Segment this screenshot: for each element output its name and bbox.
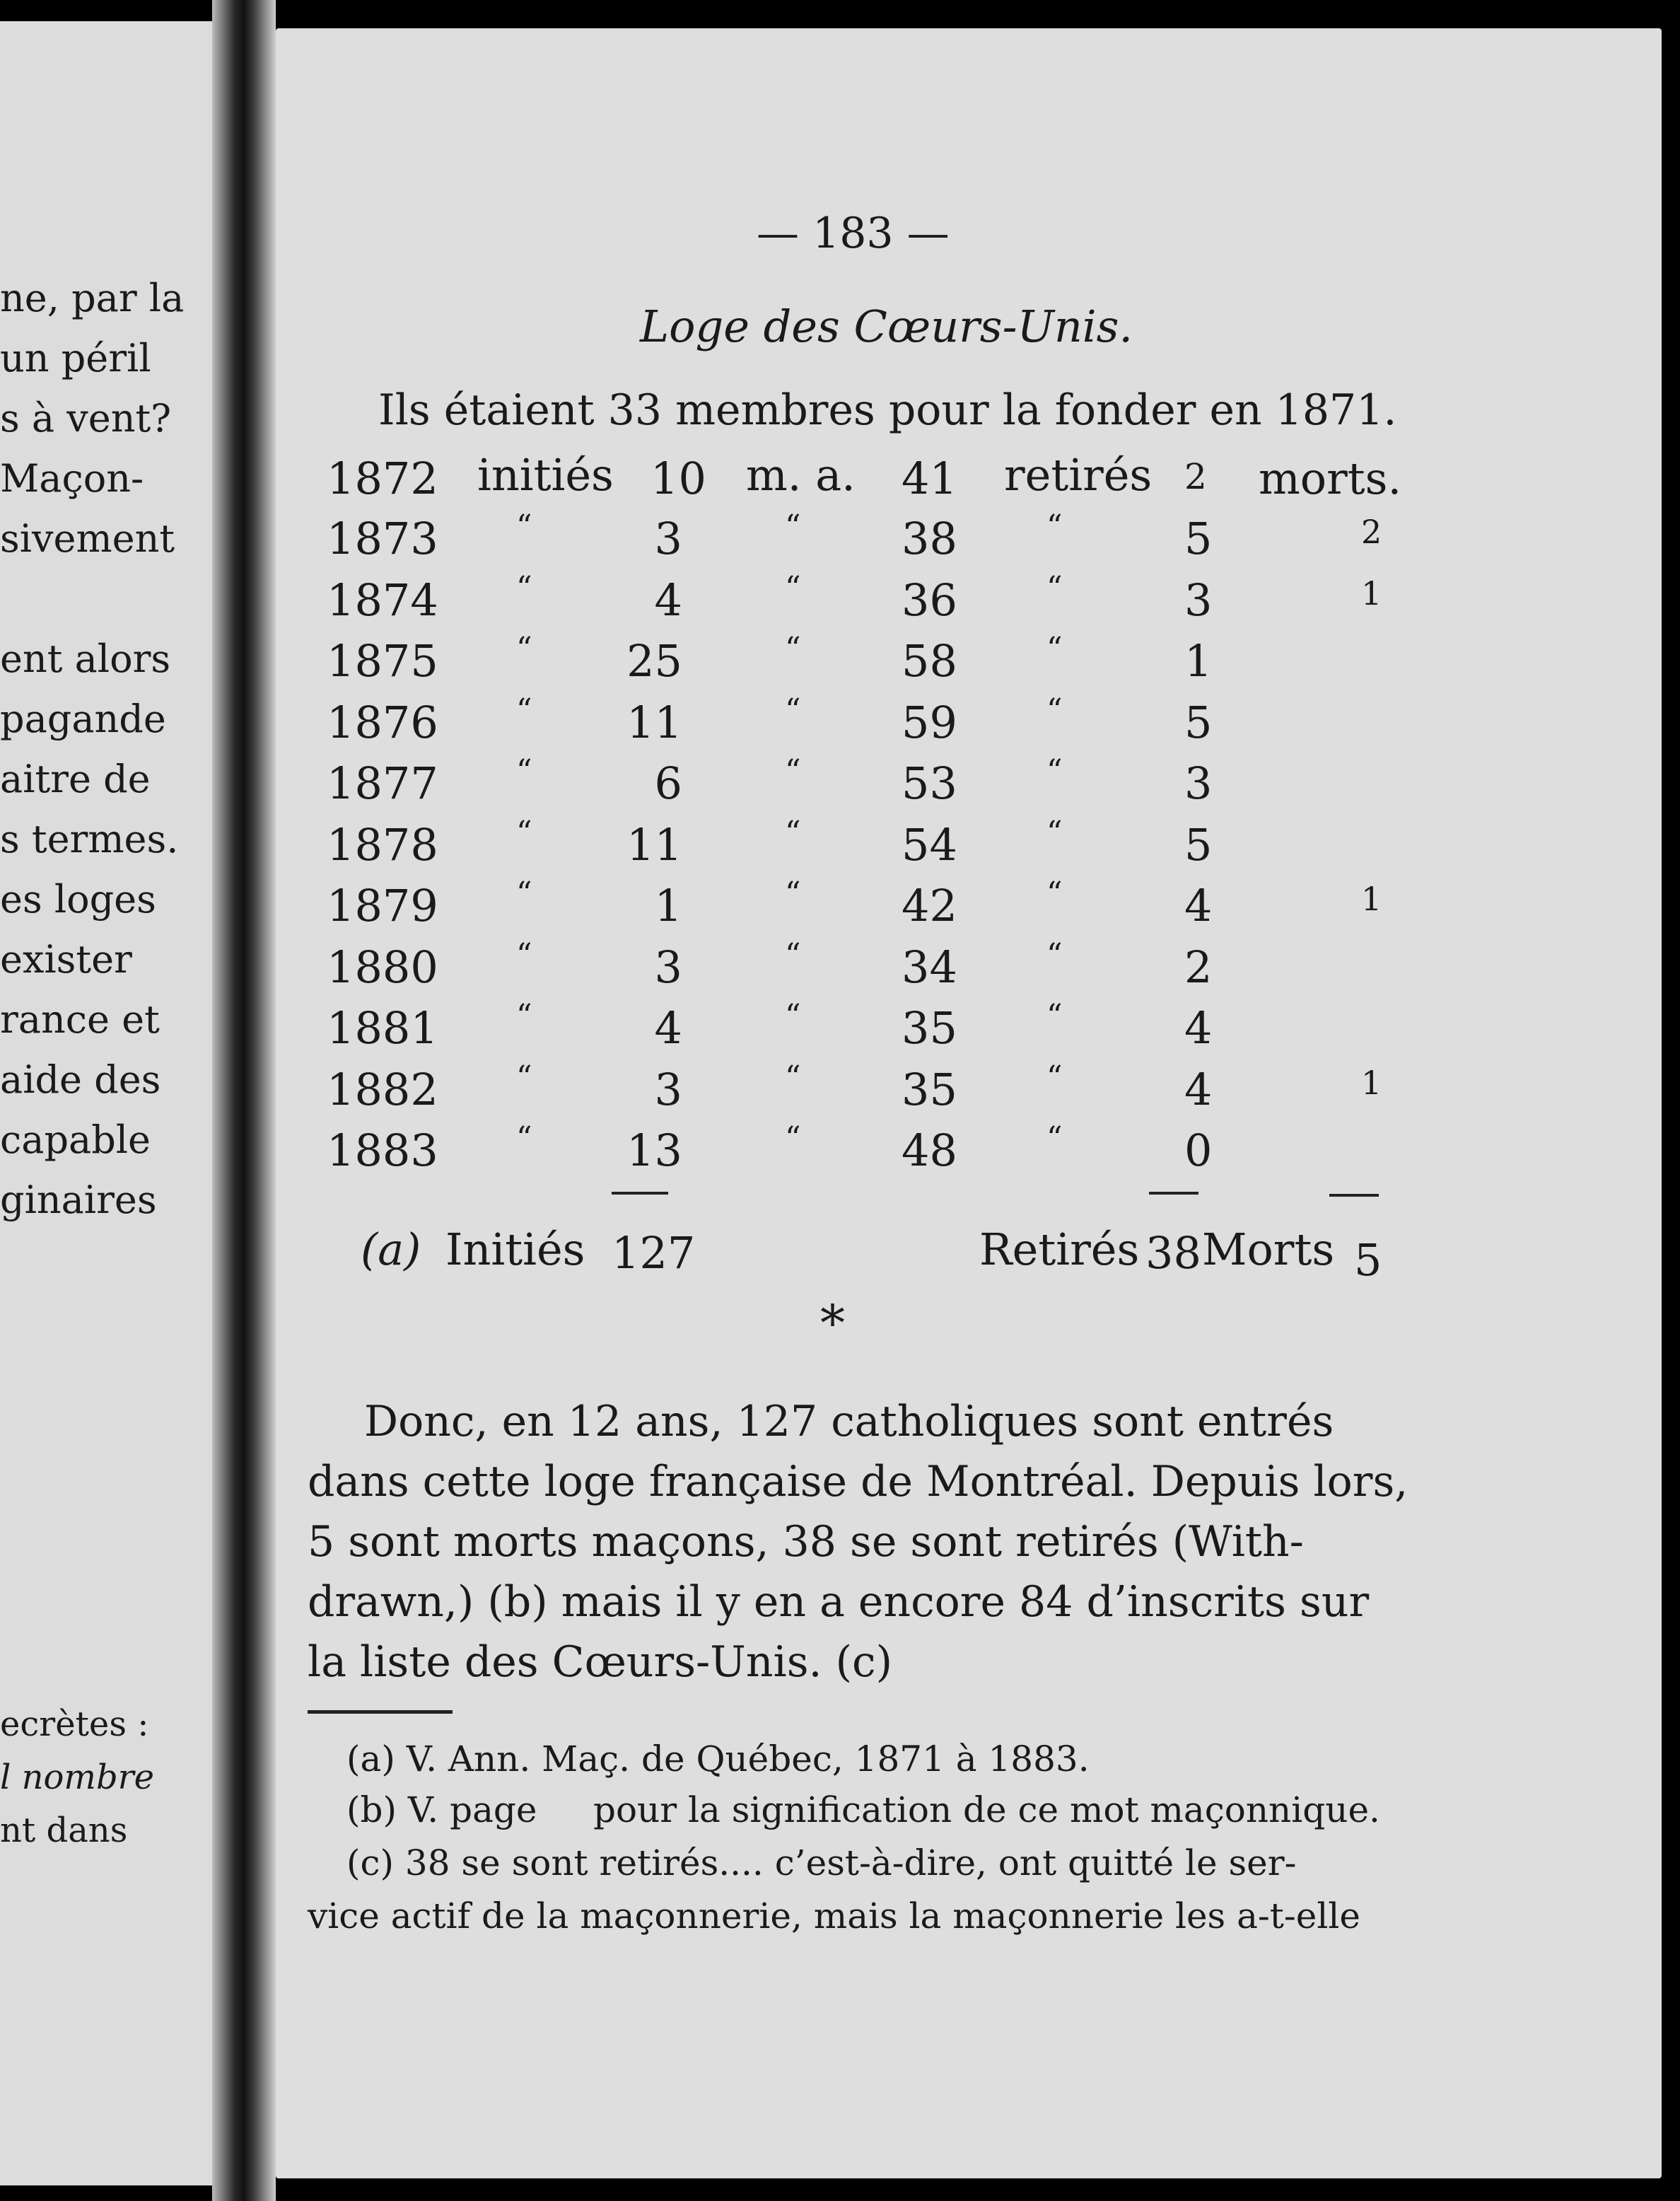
initiated-cell: 1 bbox=[654, 880, 682, 931]
paragraph-line: 5 sont morts maçons, 38 se sont retirés (With- bbox=[308, 1517, 1304, 1567]
ditto-mark: “ bbox=[516, 814, 532, 851]
initiated-cell: 4 bbox=[654, 1002, 682, 1054]
retired-total: 38 bbox=[1145, 1227, 1201, 1279]
left-page-line: s à vent? bbox=[0, 396, 172, 441]
ma-cell: 42 bbox=[902, 880, 957, 931]
ma-cell: 59 bbox=[902, 696, 957, 748]
section-title: Loge des Cœurs-Unis. bbox=[640, 301, 1133, 352]
deaths-cell: 1 bbox=[1361, 880, 1382, 918]
retired-cell: 1 bbox=[1184, 635, 1213, 687]
ditto-mark: “ bbox=[785, 998, 801, 1034]
ditto-mark: “ bbox=[785, 1120, 801, 1156]
initiated-cell: 6 bbox=[654, 757, 682, 809]
retired-cell: 0 bbox=[1184, 1125, 1213, 1176]
ma-cell: 36 bbox=[902, 574, 957, 626]
ditto-mark: “ bbox=[516, 569, 532, 606]
ma-cell: 35 bbox=[902, 1063, 957, 1115]
retired-total-label: Retirés bbox=[979, 1224, 1140, 1275]
right-page bbox=[276, 28, 1662, 2178]
initiated-cell: 13 bbox=[626, 1125, 682, 1176]
total-rule bbox=[612, 1192, 668, 1195]
left-page-footnote-line: l nombre bbox=[0, 1758, 155, 1797]
ditto-mark: “ bbox=[785, 569, 801, 606]
retired-label: retirés bbox=[1004, 449, 1153, 501]
ma-cell: 54 bbox=[902, 818, 957, 871]
ditto-mark: “ bbox=[1046, 692, 1063, 728]
ditto-mark: “ bbox=[1046, 936, 1063, 973]
ma-cell: 58 bbox=[902, 635, 957, 687]
ditto-mark: “ bbox=[516, 509, 532, 545]
initiated-cell: 3 bbox=[654, 1063, 682, 1115]
ma-label: m. a. bbox=[746, 449, 856, 501]
ditto-mark: “ bbox=[1046, 876, 1063, 912]
initiated-cell: 4 bbox=[654, 574, 682, 626]
ditto-mark: “ bbox=[516, 692, 532, 728]
initiated-cell: 25 bbox=[626, 635, 682, 687]
ditto-mark: “ bbox=[785, 936, 801, 973]
left-page-line: ent alors bbox=[0, 637, 171, 681]
ditto-mark: “ bbox=[785, 1059, 801, 1096]
footnote-line: (b) V. page pour la signification de ce mot maçonnique. bbox=[346, 1789, 1380, 1830]
initiated-cell: 11 bbox=[626, 818, 682, 871]
left-page-line: aide des bbox=[0, 1057, 161, 1102]
ditto-mark: “ bbox=[516, 998, 532, 1034]
year-cell: 1880 bbox=[327, 941, 438, 993]
year-cell: 1875 bbox=[327, 635, 438, 687]
total-rule bbox=[1329, 1194, 1379, 1197]
ditto-mark: “ bbox=[1046, 569, 1063, 606]
left-page-line: exister bbox=[0, 937, 132, 982]
ditto-mark: “ bbox=[785, 509, 801, 545]
initiated-cell: 10 bbox=[651, 453, 706, 504]
left-page-line: s termes. bbox=[0, 817, 179, 861]
initiated-label: initiés bbox=[477, 449, 614, 501]
initiated-cell: 11 bbox=[626, 696, 682, 748]
ditto-mark: “ bbox=[1046, 1120, 1063, 1156]
ma-cell: 53 bbox=[902, 757, 957, 809]
ditto-mark: “ bbox=[516, 876, 532, 912]
retired-cell: 3 bbox=[1184, 757, 1213, 809]
paragraph-line: drawn,) (b) mais il y en a encore 84 d’inscrits sur bbox=[308, 1577, 1370, 1627]
left-page-line: capable bbox=[0, 1117, 151, 1162]
ditto-mark: “ bbox=[1046, 814, 1063, 851]
ditto-mark: “ bbox=[785, 631, 801, 667]
ditto-mark: “ bbox=[785, 692, 801, 728]
retired-cell: 4 bbox=[1184, 880, 1213, 931]
initiated-total-label: Initiés bbox=[445, 1224, 585, 1275]
ditto-mark: “ bbox=[785, 814, 801, 851]
year-cell: 1881 bbox=[327, 1002, 438, 1054]
total-rule bbox=[1149, 1192, 1198, 1195]
paragraph-line: la liste des Cœurs-Unis. (c) bbox=[308, 1637, 893, 1687]
left-page-line: aitre de bbox=[0, 757, 151, 801]
footnote-line: vice actif de la maçonnerie, mais la maçonnerie les a-t-elle bbox=[308, 1895, 1360, 1936]
paragraph-line: dans cette loge française de Montréal. Depuis lors, bbox=[308, 1457, 1408, 1506]
year-cell: 1883 bbox=[327, 1125, 438, 1176]
left-page-line: rance et bbox=[0, 997, 160, 1042]
footnote-line: (c) 38 se sont retirés.... c’est-à-dire, ont quitté le ser- bbox=[346, 1842, 1297, 1883]
footnote-rule bbox=[308, 1710, 453, 1714]
retired-cell: 2 bbox=[1184, 456, 1207, 497]
left-page-line: es loges bbox=[0, 877, 156, 922]
retired-cell: 5 bbox=[1184, 818, 1213, 871]
book-spine bbox=[212, 0, 276, 2201]
ditto-mark: “ bbox=[1046, 1059, 1063, 1096]
footnote-line: (a) V. Ann. Maç. de Québec, 1871 à 1883. bbox=[346, 1738, 1090, 1779]
ma-cell: 35 bbox=[902, 1002, 957, 1054]
ma-cell: 48 bbox=[902, 1125, 957, 1176]
page-number: — 183 — bbox=[757, 209, 950, 258]
deaths-cell: 2 bbox=[1361, 513, 1382, 551]
note-marker: (a) bbox=[361, 1224, 421, 1275]
ditto-mark: “ bbox=[516, 1120, 532, 1156]
ma-cell: 34 bbox=[902, 941, 957, 993]
left-page-footnote-line: nt dans bbox=[0, 1811, 128, 1850]
deaths-total: 5 bbox=[1354, 1234, 1382, 1286]
deaths-label: morts. bbox=[1259, 453, 1402, 504]
retired-cell: 4 bbox=[1184, 1063, 1213, 1115]
ditto-mark: “ bbox=[1046, 631, 1063, 667]
ditto-mark: “ bbox=[1046, 998, 1063, 1034]
ditto-mark: “ bbox=[1046, 509, 1063, 545]
year-cell: 1874 bbox=[327, 574, 438, 626]
year-cell: 1876 bbox=[327, 696, 438, 748]
retired-cell: 5 bbox=[1184, 696, 1213, 748]
paragraph-line: Donc, en 12 ans, 127 catholiques sont entrés bbox=[364, 1397, 1334, 1446]
deaths-total-label: Morts bbox=[1202, 1224, 1335, 1275]
year-cell: 1872 bbox=[327, 453, 438, 504]
ditto-mark: “ bbox=[785, 876, 801, 912]
ditto-mark: “ bbox=[1046, 753, 1063, 789]
ditto-mark: “ bbox=[516, 753, 532, 789]
left-page-line: ginaires bbox=[0, 1178, 157, 1222]
intro-line: Ils étaient 33 membres pour la fonder en 1871. bbox=[378, 385, 1397, 435]
deaths-cell: 1 bbox=[1361, 574, 1382, 612]
retired-cell: 4 bbox=[1184, 1002, 1213, 1054]
year-cell: 1878 bbox=[327, 818, 438, 871]
retired-cell: 2 bbox=[1184, 941, 1213, 993]
retired-cell: 5 bbox=[1184, 513, 1213, 564]
retired-cell: 3 bbox=[1184, 574, 1213, 626]
left-page-line: Maçon- bbox=[0, 456, 144, 501]
left-page-line: sivement bbox=[0, 516, 175, 561]
year-cell: 1879 bbox=[327, 880, 438, 931]
left-page-footnote-line: ecrètes : bbox=[0, 1705, 149, 1744]
year-cell: 1882 bbox=[327, 1063, 438, 1115]
ditto-mark: “ bbox=[516, 936, 532, 973]
left-page-line: un péril bbox=[0, 336, 151, 381]
asterisk-separator: * bbox=[820, 1294, 845, 1352]
left-page-line: ne, par la bbox=[0, 276, 185, 320]
ditto-mark: “ bbox=[516, 1059, 532, 1096]
ma-cell: 41 bbox=[902, 453, 957, 504]
initiated-cell: 3 bbox=[654, 513, 682, 564]
ma-cell: 38 bbox=[902, 513, 957, 564]
ditto-mark: “ bbox=[516, 631, 532, 667]
left-page-line: pagande bbox=[0, 697, 166, 741]
left-page bbox=[0, 21, 247, 2185]
year-cell: 1873 bbox=[327, 513, 438, 564]
deaths-cell: 1 bbox=[1361, 1063, 1382, 1102]
initiated-cell: 3 bbox=[654, 941, 682, 993]
ditto-mark: “ bbox=[785, 753, 801, 789]
year-cell: 1877 bbox=[327, 757, 438, 809]
initiated-total: 127 bbox=[612, 1227, 696, 1279]
